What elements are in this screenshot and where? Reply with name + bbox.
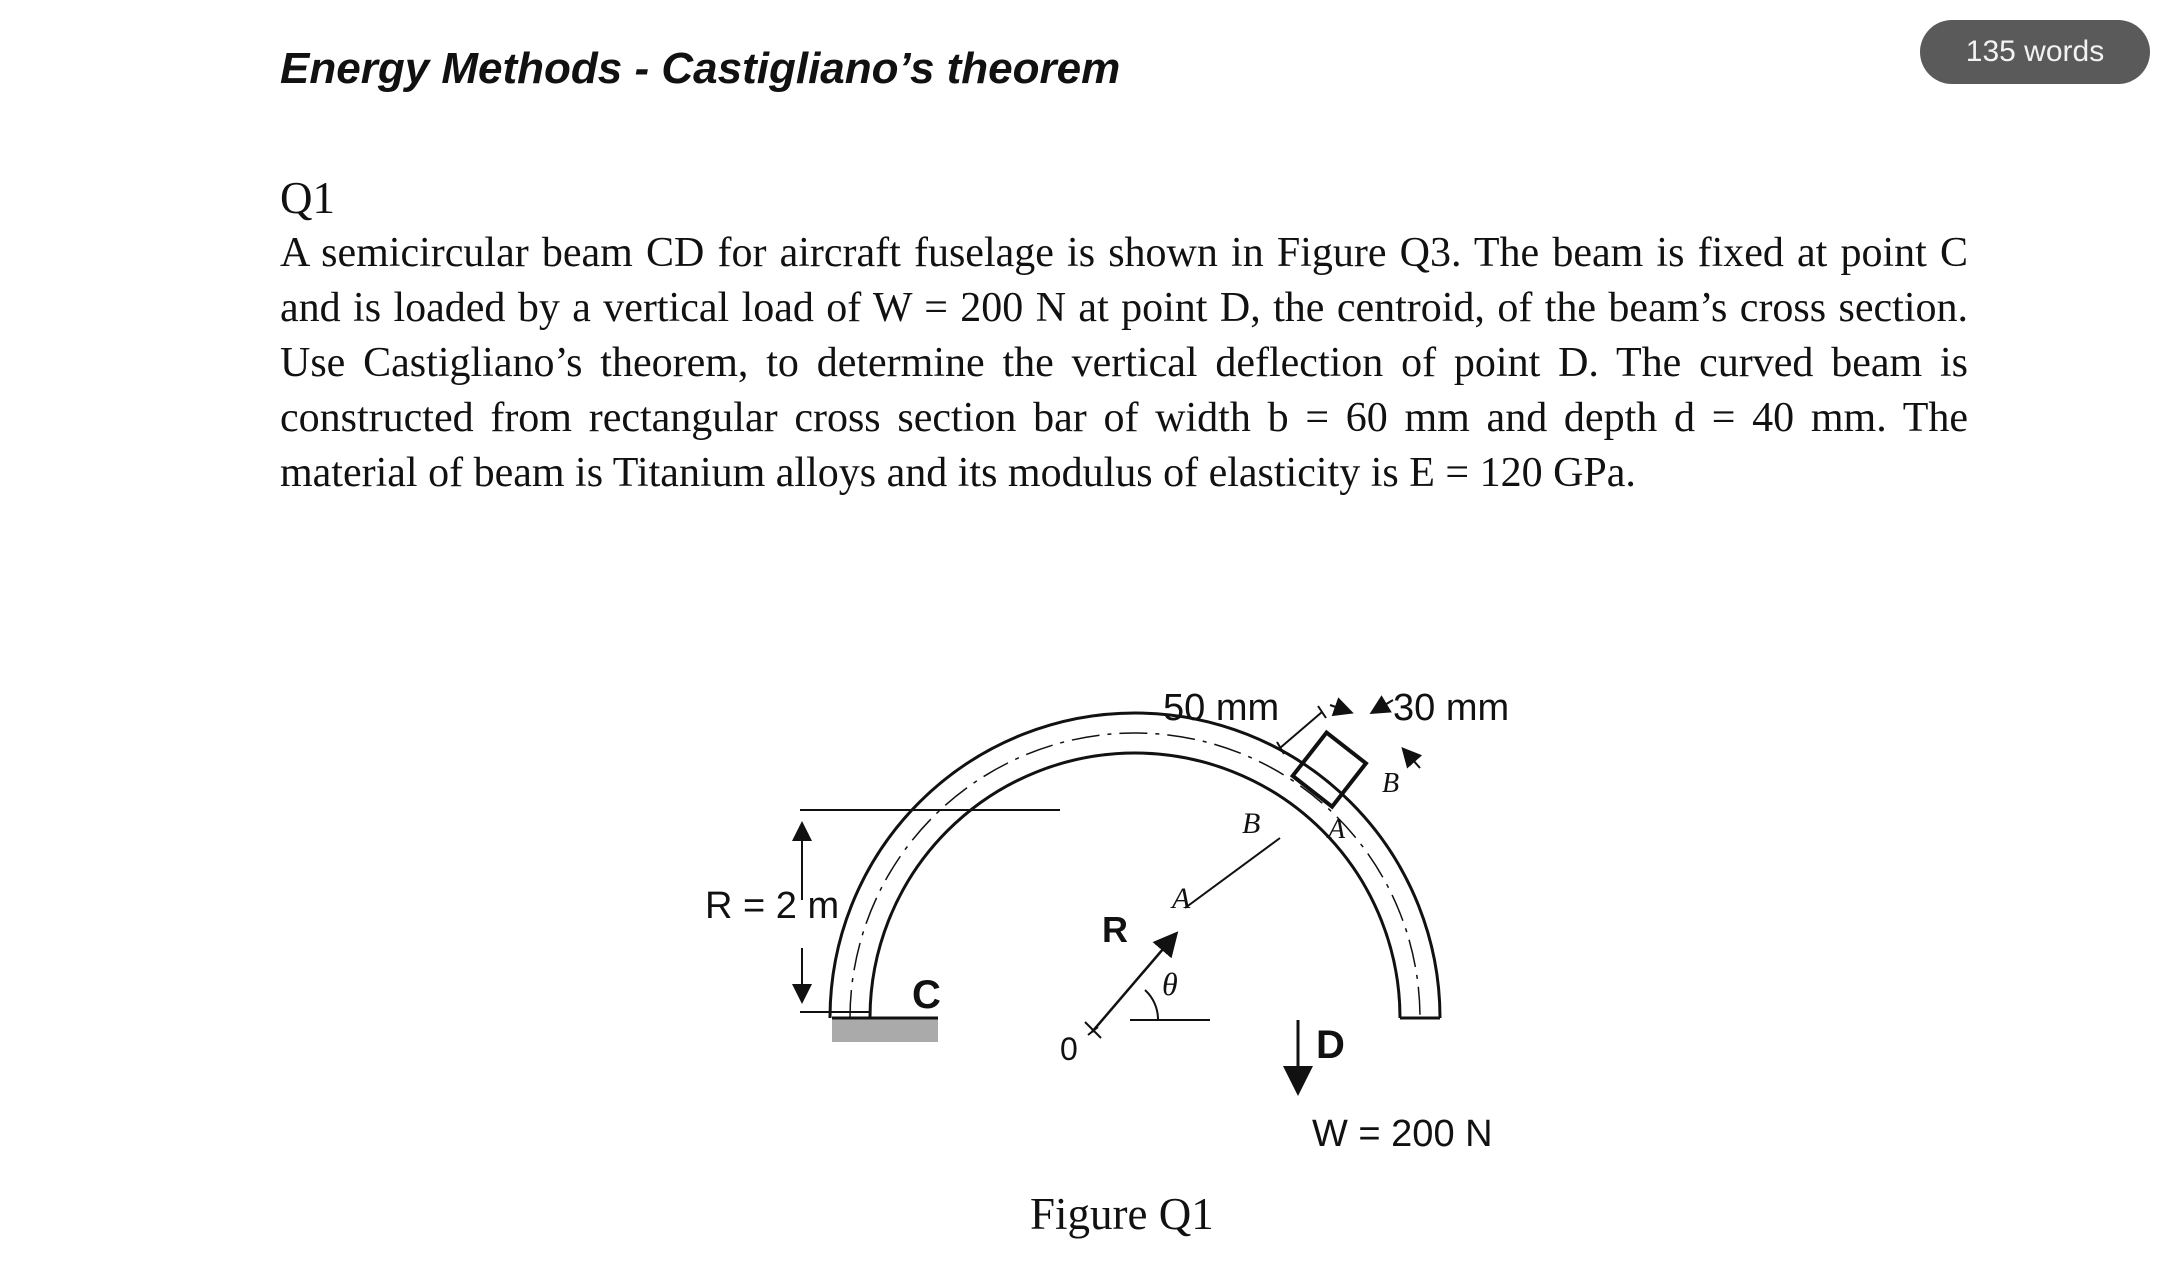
- theta-label: θ: [1162, 966, 1178, 1002]
- beam-inner-edge: [870, 753, 1400, 1018]
- section-cut-line: [1185, 838, 1280, 908]
- cross-section-detail: [1293, 733, 1366, 807]
- question-label: Q1: [280, 173, 335, 223]
- dimension-50mm-label: 50 mm: [1163, 687, 1280, 729]
- section-a-arc-label: A: [1172, 882, 1191, 915]
- question-text: A semicircular beam CD for aircraft fuselage is shown in Figure Q3. The beam is fixed at point C and is loaded by a vertical load of W = 200 N at point D, the centroid, of the beam’s cross section. Use Castigliano’s theorem, to determine the vertical deflection of point D. The curved beam is constructed from rectangular cross section bar of width b = 60 mm and depth d = 40 mm. The material of beam is Titanium alloys and its modulus of elasticity is E = 120 GPa.: [280, 230, 1968, 496]
- point-c-label: C: [912, 973, 941, 1017]
- origin-label: 0: [1060, 1031, 1078, 1067]
- load-label: W = 200 N: [1312, 1113, 1493, 1155]
- r-arrow-label: R: [1102, 909, 1128, 950]
- radius-label: R = 2 m: [705, 885, 840, 927]
- section-a-detail-label: A: [1328, 814, 1346, 845]
- page-title: Energy Methods - Castigliano’s theorem: [280, 44, 1121, 93]
- section-b-detail-label: B: [1382, 768, 1400, 799]
- dimension-30mm-label: 30 mm: [1393, 687, 1510, 729]
- point-d-label: D: [1316, 1023, 1345, 1067]
- section-b-arc-label: B: [1242, 807, 1261, 840]
- fixed-support: [832, 1018, 938, 1042]
- word-count-badge[interactable]: 135 words: [1920, 20, 2150, 84]
- figure-caption: Figure Q1: [1030, 1189, 1214, 1239]
